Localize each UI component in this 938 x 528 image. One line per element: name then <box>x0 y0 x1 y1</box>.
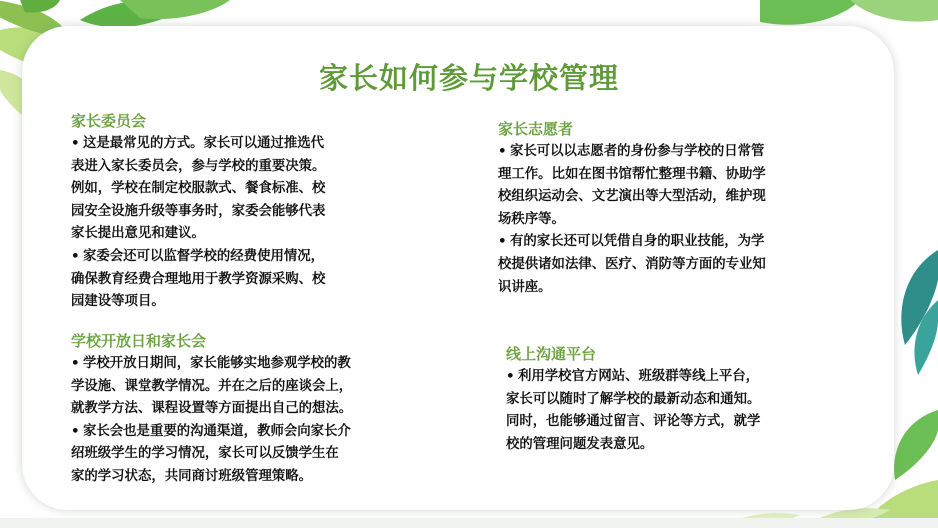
bullet-item: • 这是最常见的方式。家长可以通过推选代 表进入家长委员会，参与学校的重要决策。 例如，学校在制定校服款式、餐食标准、校 园安全设施升级等事务时，家委会能够代表 家长提出意见和建议。 <box>71 132 451 245</box>
bullet-icon: • <box>71 422 80 439</box>
bullet-icon: • <box>498 233 507 250</box>
section-parent-volunteers <box>498 118 868 298</box>
bullet-icon: • <box>71 135 80 151</box>
section-heading: 学校开放日和家长会 <box>71 332 207 350</box>
section-heading: 线上沟通平台 <box>506 345 597 363</box>
page-title: 家长如何参与学校管理 <box>318 61 619 95</box>
section-parent-committee <box>71 110 451 313</box>
bullet-icon: • <box>498 143 507 159</box>
bullet-item: • 有的家长还可以凭借自身的职业技能，为学 校提供诸如法律、医疗、消防等方面的专业知 识讲座。 <box>498 230 868 298</box>
bullet-icon: • <box>71 247 80 264</box>
section-online-platform <box>506 343 866 455</box>
bullet-item: • 利用学校官方网站、班级群等线上平台， 家长可以随时了解学校的最新动态和通知。 同时，也能够通过留言、评论等方式，就学 校的管理问题发表意见。 <box>506 365 866 455</box>
bottom-bar <box>0 518 938 528</box>
bullet-item: • 家长会也是重要的沟通渠道，教师会向家长介 绍班级学生的学习情况，家长可以反馈学生在 家的学习状态，共同商讨班级管理策略。 <box>71 420 461 488</box>
section-open-day <box>71 330 461 488</box>
bullet-icon: • <box>71 355 80 371</box>
bullet-item: • 家长可以以志愿者的身份参与学校的日常管 理工作。比如在图书馆帮忙整理书籍、协助学 校组织运动会、文艺演出等大型活动，维护现 场秩序等。 <box>498 140 868 230</box>
bullet-item: • 家委会还可以监督学校的经费使用情况， 确保教育经费合理地用于教学资源采购、校 园建设等项目。 <box>71 245 451 313</box>
bullet-item: • 学校开放日期间，家长能够实地参观学校的教 学设施、课堂教学情况。并在之后的座谈会上， 就教学方法、课程设置等方面提出自己的想法。 <box>71 352 461 420</box>
section-heading: 家长志愿者 <box>498 120 574 138</box>
section-heading: 家长委员会 <box>71 112 147 130</box>
bullet-icon: • <box>506 368 515 384</box>
